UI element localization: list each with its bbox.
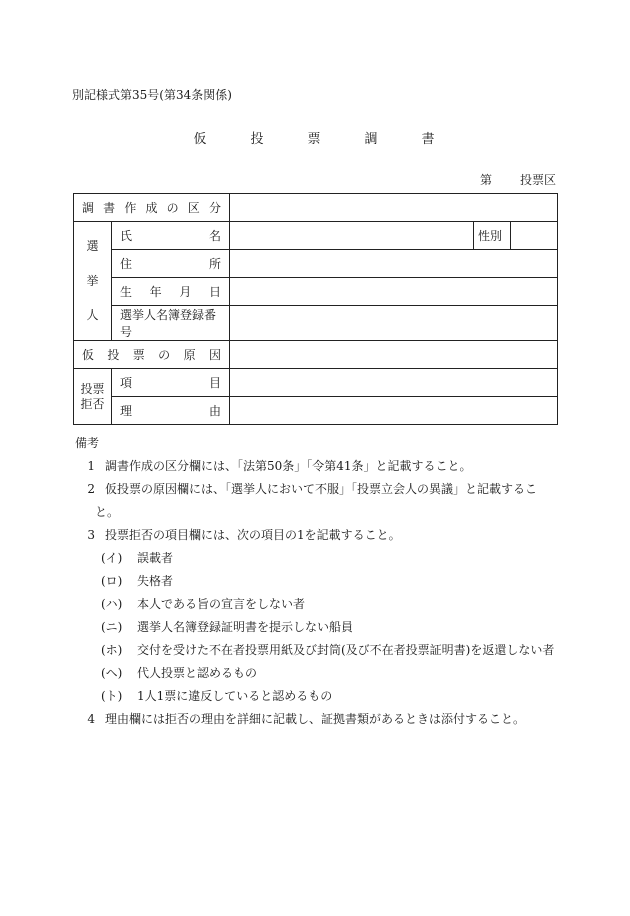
address-value[interactable] — [230, 250, 558, 278]
label-char: 人 — [86, 308, 99, 322]
label-char: 所 — [209, 257, 222, 271]
reason-label — [74, 341, 230, 369]
note-item — [75, 708, 554, 731]
title-char: 票 — [307, 132, 321, 147]
sub-mark: (ホ) — [101, 643, 123, 657]
row-refusal-cause — [74, 397, 558, 425]
label-char: 分 — [208, 201, 221, 215]
note-number: 1 — [87, 459, 95, 473]
note-text: 調書作成の区分欄には、「法第50条」「令第41条」と記載すること。 — [105, 459, 472, 473]
sub-item — [75, 639, 554, 662]
note-number: 2 — [87, 482, 95, 496]
sub-text: 代人投票と認めるもの — [137, 666, 258, 680]
sub-text: 本人である旨の宣言をしない者 — [137, 597, 306, 611]
row-refusal-item — [74, 369, 558, 397]
row-address — [74, 250, 558, 278]
note-item — [75, 478, 554, 501]
elector-label — [74, 222, 112, 341]
label-char: 作 — [124, 201, 137, 215]
registry-label: 選挙人名簿登録番号 — [112, 306, 230, 341]
label-char: 年 — [149, 285, 162, 299]
sub-text: 誤載者 — [137, 551, 174, 565]
cause-label — [112, 397, 230, 425]
label-char: 氏 — [120, 229, 133, 243]
row-registry — [74, 306, 558, 341]
note-text: 仮投票の原因欄には、「選挙人において不服」「投票立会人の異議」と記載するこ — [105, 482, 538, 496]
sub-text: 選挙人名簿登録証明書を提示しない船員 — [137, 620, 354, 634]
note-item — [75, 524, 554, 547]
sub-mark: (イ) — [101, 551, 123, 565]
label-char: 挙 — [86, 273, 99, 288]
sub-mark: (ロ) — [101, 574, 123, 588]
label-char: 調 — [82, 201, 95, 215]
title-char: 仮 — [193, 132, 207, 147]
refusal-label — [74, 369, 112, 425]
sub-item — [75, 593, 554, 616]
row-reason — [74, 341, 558, 369]
gender-value[interactable] — [511, 222, 558, 250]
label-char: 仮 — [82, 348, 95, 362]
gender-label: 性別 — [474, 222, 511, 250]
label-char: 理 — [120, 404, 133, 418]
label-char: 名 — [209, 229, 222, 243]
sub-item — [75, 570, 554, 593]
note-number: 4 — [87, 712, 95, 726]
row-category — [74, 194, 558, 222]
label-char: の — [158, 348, 171, 362]
sub-mark: (ハ) — [101, 597, 123, 611]
label-char: 住 — [120, 257, 133, 271]
note-number: 3 — [87, 528, 95, 542]
note-item — [75, 455, 554, 478]
title-char: 調 — [364, 132, 378, 147]
district-prefix: 第 — [480, 173, 493, 187]
sub-item — [75, 685, 554, 708]
notes-heading: 備考 — [75, 436, 100, 450]
label-char: 由 — [209, 404, 222, 418]
label-line: 拒否 — [80, 396, 105, 411]
reason-value[interactable] — [230, 341, 558, 369]
note-text: 理由欄には拒否の理由を詳細に記載し、証拠書類があるときは添付すること。 — [105, 712, 526, 726]
sub-mark: (ト) — [101, 689, 123, 703]
document-title — [72, 128, 556, 147]
sub-mark: (ニ) — [101, 620, 123, 634]
category-label — [74, 194, 230, 222]
notes-section — [75, 432, 554, 731]
address-label — [112, 250, 230, 278]
district-suffix: 投票区 — [520, 173, 557, 187]
label-char: 区 — [187, 201, 200, 215]
label-char: 生 — [120, 285, 133, 299]
label-char: の — [166, 201, 179, 215]
note-continuation: と。 — [95, 505, 120, 519]
label-char: 成 — [145, 201, 158, 215]
form-reference: 別記様式第35号(第34条関係) — [72, 88, 232, 102]
label-char: 投 — [107, 348, 120, 362]
label-char: 選 — [86, 239, 99, 253]
sub-text: 失格者 — [137, 574, 174, 588]
sub-item — [75, 662, 554, 685]
name-label — [112, 222, 230, 250]
birthdate-label — [112, 278, 230, 306]
label-char: 項 — [120, 376, 133, 390]
label-char: 書 — [103, 201, 116, 215]
item-label — [112, 369, 230, 397]
voting-district — [480, 171, 556, 188]
record-table — [73, 193, 558, 425]
birthdate-value[interactable] — [230, 278, 558, 306]
label-char: 原 — [183, 348, 196, 362]
category-value[interactable] — [230, 194, 558, 222]
sub-item — [75, 616, 554, 639]
row-birthdate — [74, 278, 558, 306]
sub-text: 1人1票に違反していると認めるもの — [137, 689, 333, 703]
name-value[interactable] — [230, 222, 474, 250]
sub-text: 交付を受けた不在者投票用紙及び封筒(及び不在者投票証明書)を返還しない者 — [137, 643, 555, 657]
label-char: 因 — [208, 348, 221, 362]
cause-value[interactable] — [230, 397, 558, 425]
label-char: 票 — [132, 348, 145, 362]
label-char: 日 — [208, 285, 221, 299]
registry-value[interactable] — [230, 306, 558, 341]
title-char: 書 — [421, 132, 435, 147]
note-text: 投票拒否の項目欄には、次の項目の1を記載すること。 — [105, 528, 401, 542]
row-name — [74, 222, 558, 250]
sub-mark: (ヘ) — [101, 666, 123, 680]
title-char: 投 — [250, 132, 264, 147]
label-char: 目 — [209, 376, 222, 390]
sub-item — [75, 547, 554, 570]
item-value[interactable] — [230, 369, 558, 397]
label-char: 月 — [179, 285, 192, 299]
label-line: 投票 — [80, 381, 105, 396]
